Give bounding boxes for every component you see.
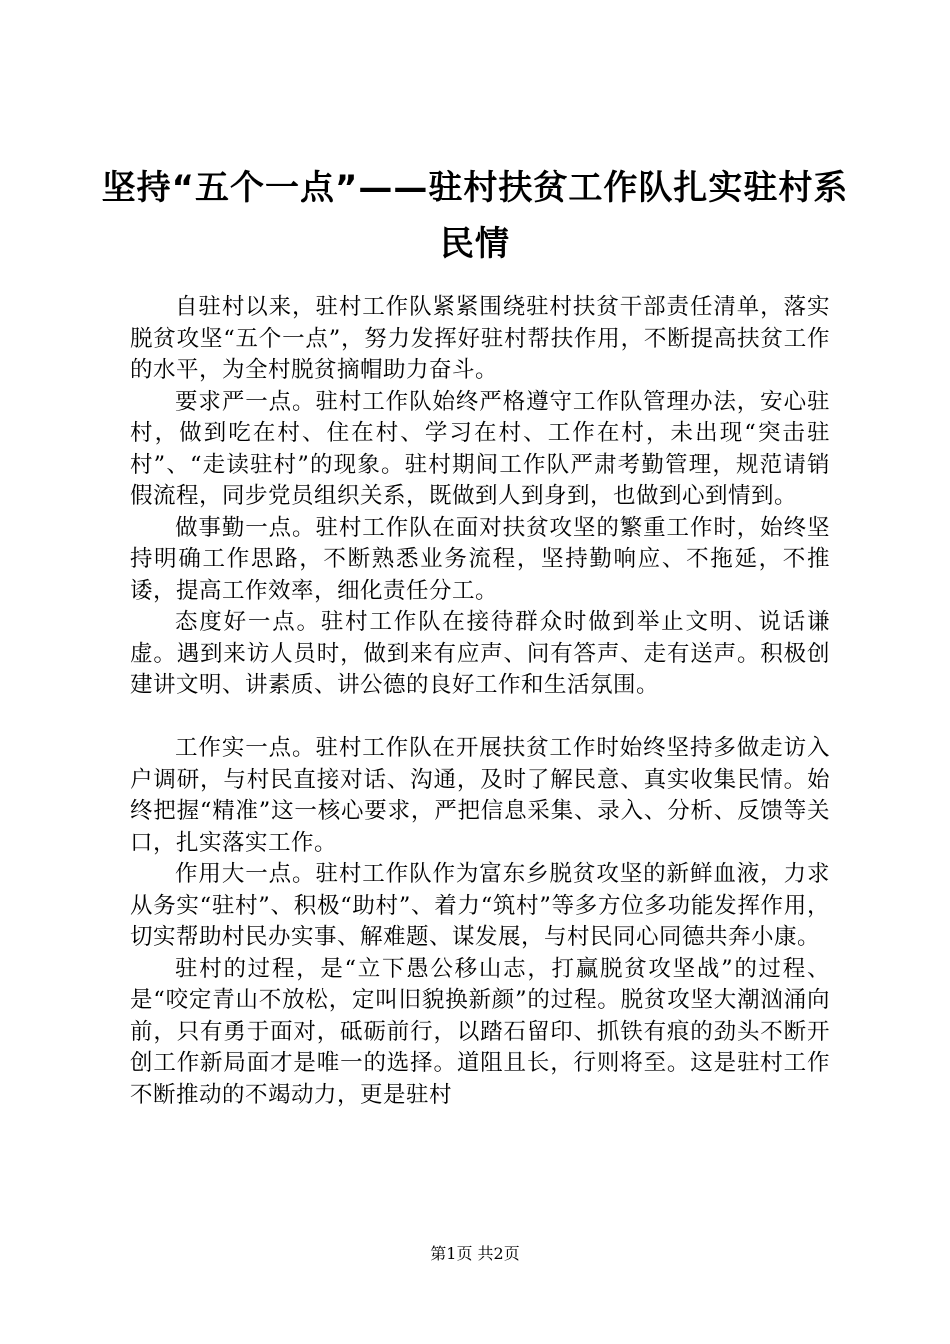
paragraph-requirements: 要求严一点。驻村工作队始终严格遵守工作队管理办法，安心驻村，做到吃在村、住在村、学习在村、工作在村，未出现“突击驻村”、“走读驻村”的现象。驻村期间工作队严肃考勤管理，规范请销假流程，同步党员组织关系，既做到人到身到，也做到心到情到。	[130, 388, 830, 509]
paragraph-role: 作用大一点。驻村工作队作为富东乡脱贫攻坚的新鲜血液，力求从务实“驻村”、积极“助村”、着力“筑村”等多方位多功能发挥作用，切实帮助村民办实事、解难题、谋发展，与村民同心同德共奔小康。	[130, 861, 830, 950]
paragraph-intro: 自驻村以来，驻村工作队紧紧围绕驻村扶贫干部责任清单，落实脱贫攻坚“五个一点”，努力发挥好驻村帮扶作用，不断提高扶贫工作的水平，为全村脱贫摘帽助力奋斗。	[130, 294, 830, 383]
document-body	[130, 292, 830, 1111]
paragraph-process: 驻村的过程，是“立下愚公移山志，打赢脱贫攻坚战”的过程、是“咬定青山不放松，定叫旧貌换新颜”的过程。脱贫攻坚大潮汹涌向前，只有勇于面对，砥砺前行，以踏石留印、抓铁有痕的劲头不断开创工作新局面才是唯一的选择。道阻且长，行则将至。这是驻村工作不断推动的不竭动力，更是驻村	[130, 955, 830, 1108]
paragraph-diligence: 做事勤一点。驻村工作队在面对扶贫攻坚的繁重工作时，始终坚持明确工作思路，不断熟悉业务流程，坚持勤响应、不拖延，不推诿，提高工作效率，细化责任分工。	[130, 514, 830, 604]
page-number-footer: 第1页 共2页	[430, 1244, 520, 1263]
paragraph-attitude: 态度好一点。驻村工作队在接待群众时做到举止文明、说话谦虚。遇到来访人员时，做到来有应声、问有答声、走有送声。积极创建讲文明、讲素质、讲公德的良好工作和生活氛围。	[130, 609, 830, 698]
paragraph-practical-work: 工作实一点。驻村工作队在开展扶贫工作时始终坚持多做走访入户调研，与村民直接对话、沟通，及时了解民意、真实收集民情。始终把握“精准”这一核心要求，严把信息采集、录入、分析、反馈等关口，扎实落实工作。	[130, 735, 830, 856]
document-title: 坚持“五个一点”——驻村扶贫工作队扎实驻村系民情	[101, 168, 849, 264]
